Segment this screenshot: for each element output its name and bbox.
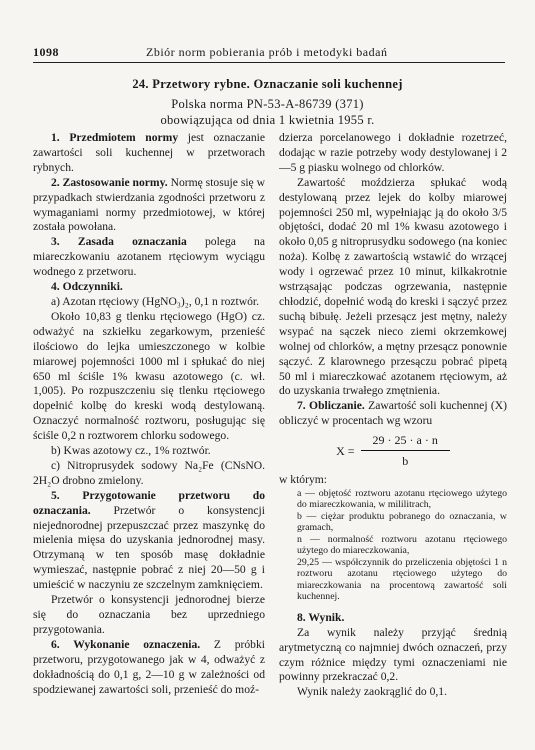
running-title: Zbiór norm pobierania prób i metodyki badań <box>146 45 388 59</box>
paragraph-6-text: Z próbki przetworu, przygotowanego jak w 4, odważyć z dokładnością do 0,1 g, 2—10 g w zależności od spodziewanej zawartości soli, przenieść do moź- <box>33 637 265 696</box>
paragraph-6-heading: 6. Wykonanie oznaczenia. <box>51 637 201 651</box>
formula-lhs: X = <box>336 443 355 458</box>
paragraph-2-heading: 2. Zastosowanie normy. <box>51 175 168 189</box>
formula-fraction <box>361 433 450 469</box>
reagent-a: a) Azotan rtęciowy (HgNO₃)₂, 0,1 n roztwór. <box>51 294 260 308</box>
paragraph-3-heading: 3. Zasada oznaczania <box>51 235 187 249</box>
norm-line: Polska norma PN-53-A-86739 (371) <box>171 97 364 111</box>
paragraph-5 <box>33 489 265 593</box>
paragraph-5-text-2: Przetwór o konsystencji jednorodnej bierze się do oznaczania bez uprzedniego przygotowania. <box>33 593 265 636</box>
paragraph-8-heading <box>279 611 507 626</box>
paragraph-5-text: Przetwór o konsystencji niejednorodnej przepuszczać przez maszynkę do mielenia mięsa do uzyskania jednorodnej masy. Otrzymaną w ten sposób masę dokładnie wymieszać, następnie pobrać z niej 20—50 g i umieścić w naczyniu ze szczelnym zamknięciem. <box>33 503 265 592</box>
paragraph-1-text: jest oznaczanie zawartości soli kuchennej w przetworach rybnych. <box>33 131 265 174</box>
reagent-b: b) Kwas azotowy cz., 1% roztwór. <box>51 444 211 458</box>
paragraph-4-heading-text: 4. Odczynniki. <box>51 280 123 294</box>
legend-a: a — objętość roztworu azotanu rtęciowego użytego do miareczkowania, w mililitrach, <box>297 487 507 511</box>
paragraph-7-text: Zawartość soli kuchennej (X) obliczyć w procentach wg wzoru <box>279 399 507 428</box>
paragraph-2-text: Normę stosuje się w przypadkach stwierdzania zgodności przetworu z wymaganiami normy przedmiotowej, w której została powołana. <box>33 175 265 234</box>
paragraph-5-heading: 5. Przygotowanie przetworu do oznaczania. <box>33 488 265 517</box>
formula <box>279 433 507 469</box>
paragraph-6-continued: dzierza porcelanowego i dokładnie rozetrzeć, dodając w razie potrzeby wody destylowanej i 2—5 g piasku wolnego od chlorków. <box>279 131 507 174</box>
paragraph-6 <box>33 638 265 698</box>
valid-line: obowiązująca od dnia 1 kwietnia 1955 r. <box>160 113 375 127</box>
reagent-c: c) Nitroprusydek sodowy Na₂Fe (CNsNO. 2H₂O drobno zmielony. <box>33 458 265 487</box>
right-column <box>279 131 507 742</box>
paragraph-8-text-2: Wynik należy zaokrąglić do 0,1. <box>297 685 447 699</box>
paragraph-1 <box>33 131 265 176</box>
left-column <box>33 131 265 742</box>
paragraph-2 <box>33 176 265 236</box>
legend-29: 29,25 — współczynnik do przeliczenia objętości 1 n roztworu azotanu rtęciowego użytego do miareczkowania na procentową zawartość soli kuchennej. <box>297 556 507 603</box>
reagent-a-text: Około 10,83 g tlenku rtęciowego (HgO) cz. odważyć na szkiełku zegarkowym, przenieść ilościowo do lejka umieszczonego w kolbie miarowej pojemności 1000 ml i spłukać do niej 650 ml ściśle 1% kwasu azotowego (c. wł. 1,005). Po rozpuszczeniu się tlenku rtęciowego dopełnić kolbę do kreski wodą destylowaną. Oznaczyć normalność roztworu, posługując się ściśle 0,2 n roztworem chlorku sodowego. <box>33 309 265 443</box>
page-number: 1098 <box>33 45 59 59</box>
paragraph-3-text: polega na miareczkowaniu azotanem rtęciowym wyciągu wodnego z przetworu. <box>33 235 265 279</box>
section-title: 24. Przetwory rybne. Oznaczanie soli kuchennej <box>132 77 403 91</box>
page-header <box>33 44 505 63</box>
legend-b: b — ciężar produktu pobranego do oznaczania, w gramach, <box>297 510 507 534</box>
formula-legend <box>279 473 507 603</box>
paragraph-4-heading <box>33 280 265 295</box>
formula-denominator: b <box>402 454 409 469</box>
paragraph-8-text: Za wynik należy przyjąć średnią arytmetyczną co najmniej dwóch oznaczeń, przy czym różnice między tymi oznaczeniami nie powinny przekraczać 0,2. <box>279 625 507 684</box>
paragraph-3 <box>33 235 265 280</box>
paragraph-7-heading: 7. Obliczanie. <box>297 399 365 413</box>
formula-numerator: 29 · 25 · a · n <box>361 433 450 451</box>
procedure-text: Zawartość moździerza spłukać wodą destylowaną przez lejek do kolby miarowej pojemności 250 ml, wypełniając ją do około 3/5 objętości, dodać 20 ml 1% kwasu azotowego i około 0,05 g nitroprusydku sodowego (na koniec noża). Kolbę z zawartością wstawić do wrzącej wody i ogrzewać przez 10 minut, kilkakrotnie wstrząsając podczas ogrzewania, następnie chłodzić, dopełnić wodą do kreski i sączyć przez suchą bibułę. Jeżeli przesącz jest mętny, należy wsypać na sączek nieco ziemi okrzemkowej wolnej od chlorków, a mętny przesącz ponownie sączyć. Z klarownego przesączu pobrać pipetą 50 ml i miareczkować azotanem rtęciowym, aż do uzyskania trwałego zmętnienia. <box>279 175 507 398</box>
legend-intro: w którym: <box>279 472 327 486</box>
paragraph-8-heading-text: 8. Wynik. <box>297 610 345 624</box>
legend-n: n — normalność roztworu azotanu rtęciowego użytego do miareczkowania, <box>297 533 507 557</box>
paragraph-1-heading: 1. Przedmiotem normy <box>51 131 179 144</box>
paragraph-7 <box>279 399 507 429</box>
